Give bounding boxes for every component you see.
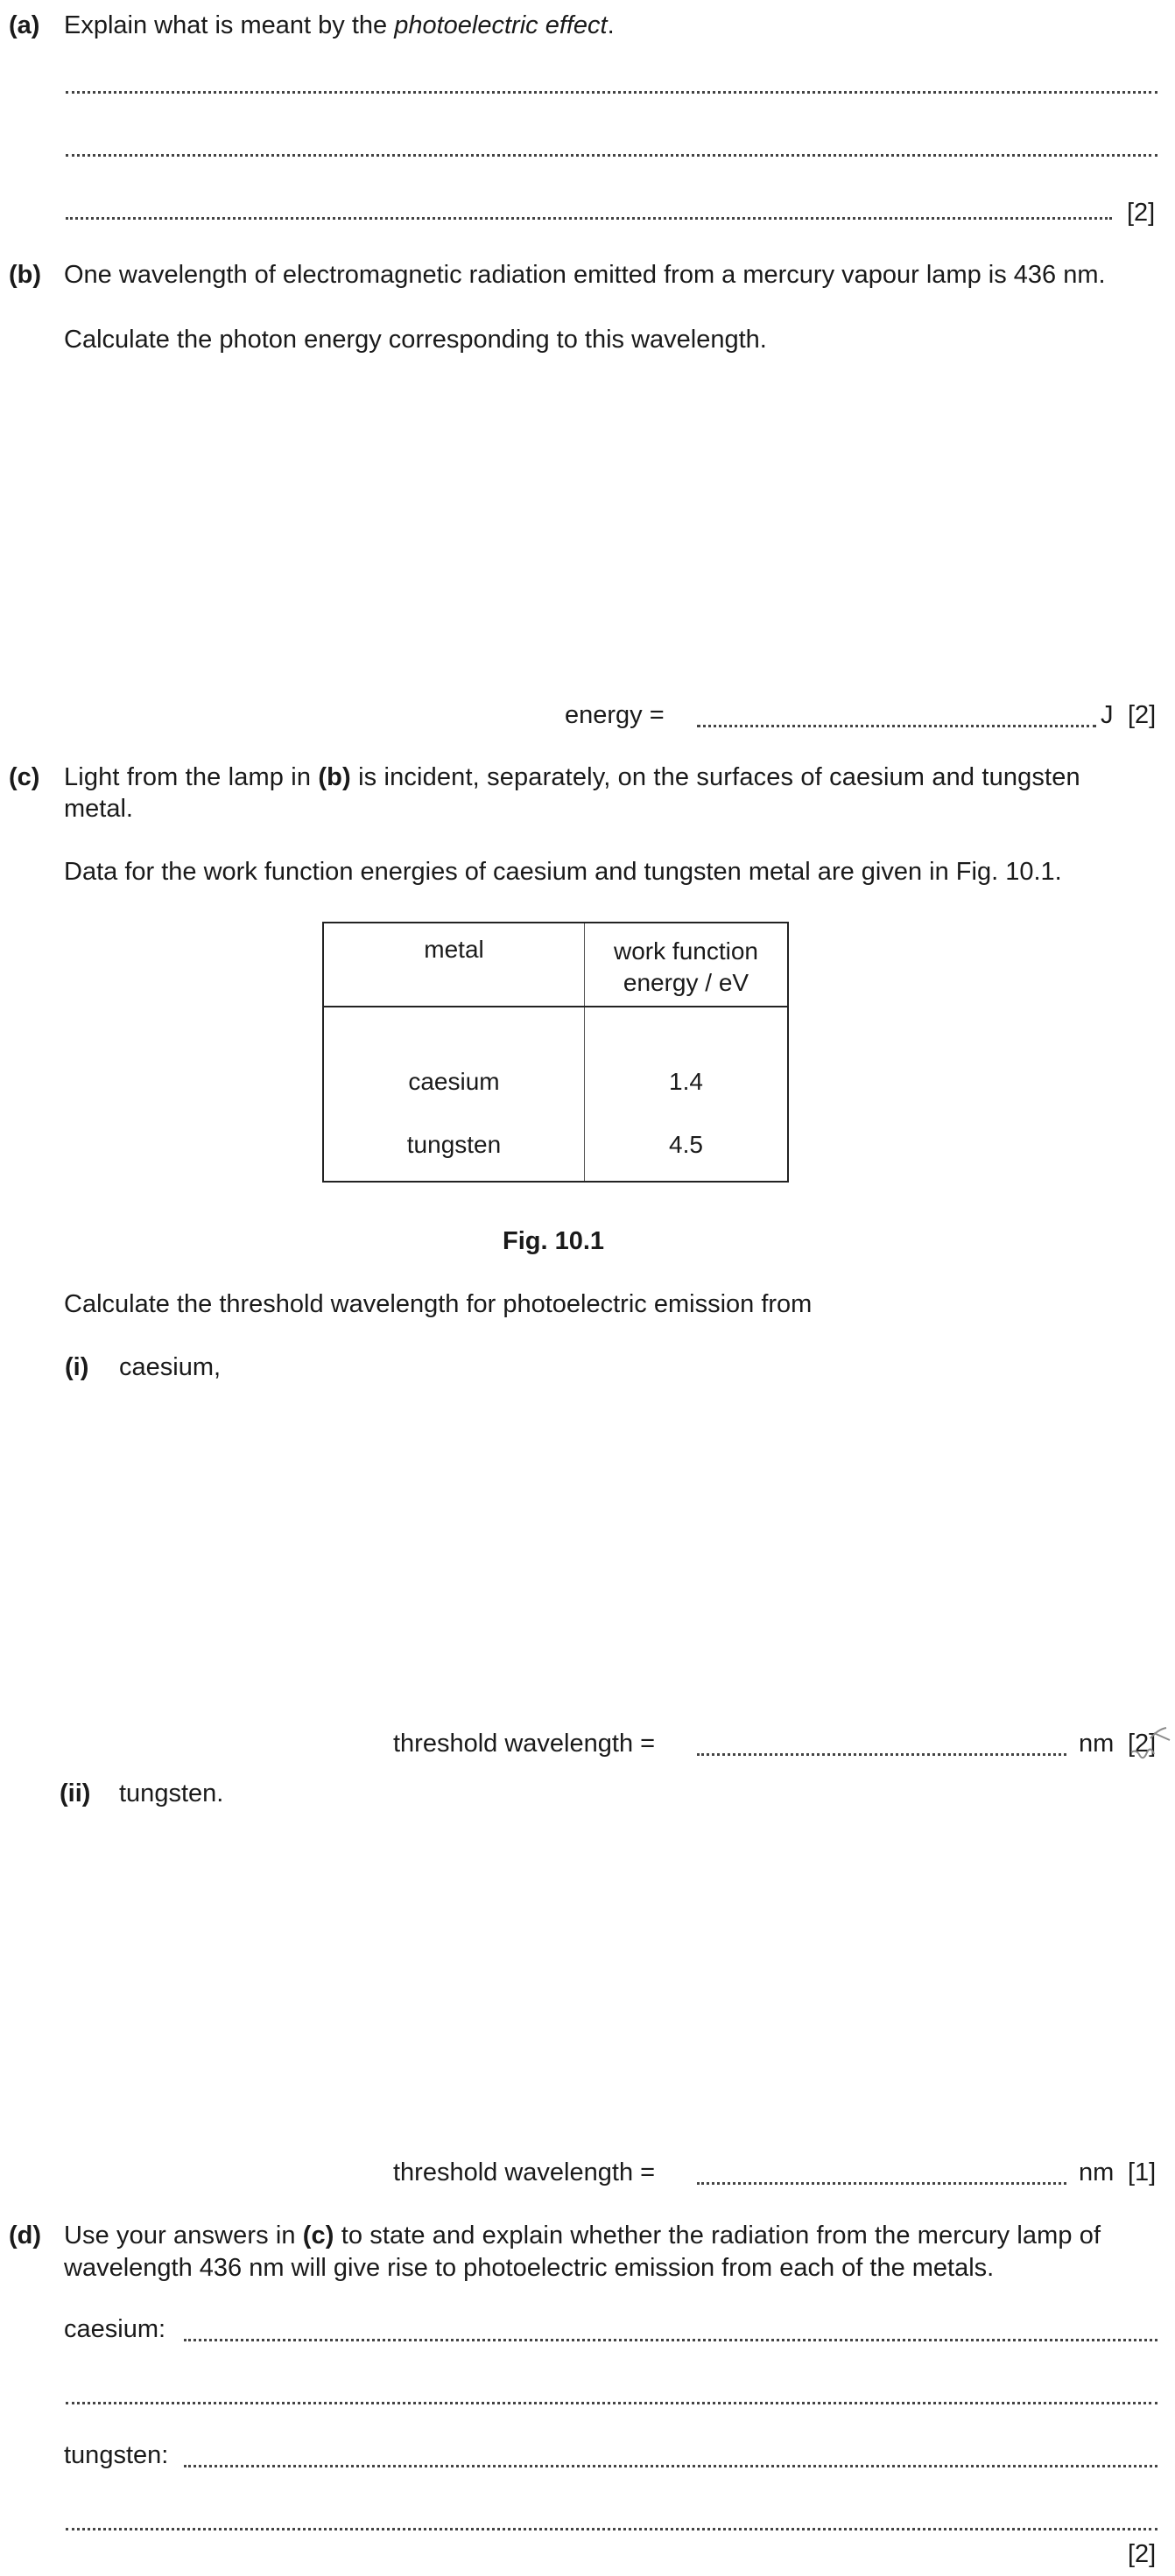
caesium-label: caesium: xyxy=(64,2315,166,2343)
part-c-i-answer-label: threshold wavelength = xyxy=(393,1730,656,1758)
header-wf-line1: work function xyxy=(614,937,758,965)
part-d-line1-pre: Use your answers in xyxy=(64,2222,303,2250)
part-b-label: (b) xyxy=(9,261,42,289)
part-d-marks: [2] xyxy=(1128,2540,1157,2568)
part-a-label: (a) xyxy=(9,11,40,39)
part-a-question xyxy=(64,13,615,39)
part-c-i-unit: nm xyxy=(1079,1730,1115,1758)
part-c-line1 xyxy=(64,765,1080,790)
tungsten-answer-line-1[interactable] xyxy=(184,2465,1157,2467)
table-row-caesium-value: 1.4 xyxy=(669,1068,703,1095)
part-b-unit: J xyxy=(1101,701,1114,729)
header-metal-text: metal xyxy=(424,936,484,963)
table-metal-cell xyxy=(323,1007,585,1182)
part-b-line1: One wavelength of electromagnetic radiation emitted from a mercury vapour lamp is 436 nm. xyxy=(64,261,1106,289)
part-c-i-marks: [2] xyxy=(1128,1730,1157,1758)
header-wf-line2: energy / eV xyxy=(623,969,749,996)
part-d-ref-c: (c) xyxy=(302,2222,334,2250)
part-d-label: (d) xyxy=(9,2222,42,2250)
part-a-term: photoelectric effect xyxy=(394,11,608,39)
part-c-line1-cont: metal. xyxy=(64,795,133,823)
work-function-table xyxy=(322,922,789,1183)
part-d-line1-post: to state and explain whether the radiation from the mercury lamp of xyxy=(334,2222,1101,2250)
part-c-line3: Calculate the threshold wavelength for photoelectric emission from xyxy=(64,1290,813,1318)
answer-line-a-1[interactable] xyxy=(66,91,1157,94)
part-c-ii-unit: nm xyxy=(1079,2158,1115,2186)
table-header-work-function xyxy=(585,923,789,1007)
part-a-text-pre: Explain what is meant by the xyxy=(64,11,395,39)
caesium-answer-line-2[interactable] xyxy=(66,2402,1157,2404)
part-c-ii-marks: [1] xyxy=(1128,2158,1157,2186)
part-d-line2: wavelength 436 nm will give rise to photoelectric emission from each of the metals. xyxy=(64,2254,995,2282)
answer-line-a-3[interactable] xyxy=(66,217,1112,220)
table-row-caesium-metal: caesium xyxy=(408,1068,500,1095)
examiner-tick-icon xyxy=(1128,1726,1173,1765)
answer-line-a-2[interactable] xyxy=(66,154,1157,157)
table-header-row xyxy=(323,923,788,1007)
part-a-text-post: . xyxy=(607,11,615,39)
part-c-line2: Data for the work function energies of caesium and tungsten metal are given in Fig. 10.1. xyxy=(64,858,1062,886)
part-c-line1-pre: Light from the lamp in xyxy=(64,763,319,791)
part-d-line1 xyxy=(64,2223,1101,2249)
caesium-answer-line-1[interactable] xyxy=(184,2339,1157,2341)
part-c-line1-post: is incident, separately, on the surfaces of caesium and tungsten xyxy=(350,763,1080,791)
part-c-i-answer-line[interactable] xyxy=(697,1753,1066,1756)
table-row-tungsten-metal: tungsten xyxy=(406,1131,502,1158)
part-c-ii-text: tungsten. xyxy=(119,1779,224,1807)
table-body-row xyxy=(323,1007,788,1182)
part-c-ii-answer-line[interactable] xyxy=(697,2182,1066,2185)
part-a-marks: [2] xyxy=(1127,199,1156,227)
part-c-i-text: caesium, xyxy=(119,1353,222,1381)
part-b-marks: [2] xyxy=(1128,701,1157,729)
tungsten-label: tungsten: xyxy=(64,2441,169,2469)
table-header-metal xyxy=(323,923,585,1007)
table-row-tungsten-value: 4.5 xyxy=(669,1131,703,1158)
part-c-label: (c) xyxy=(9,763,40,791)
part-b-answer-line[interactable] xyxy=(697,725,1096,727)
part-c-i-label: (i) xyxy=(65,1353,89,1381)
table-value-cell xyxy=(585,1007,789,1182)
part-c-ii-label: (ii) xyxy=(60,1779,91,1807)
figure-caption: Fig. 10.1 xyxy=(503,1227,605,1255)
part-c-ii-answer-label: threshold wavelength = xyxy=(393,2158,656,2186)
part-b-line2: Calculate the photon energy corresponding to this wavelength. xyxy=(64,326,767,354)
tungsten-answer-line-2[interactable] xyxy=(66,2528,1157,2530)
part-b-answer-label: energy = xyxy=(565,701,665,729)
part-c-ref-b: (b) xyxy=(318,763,351,791)
